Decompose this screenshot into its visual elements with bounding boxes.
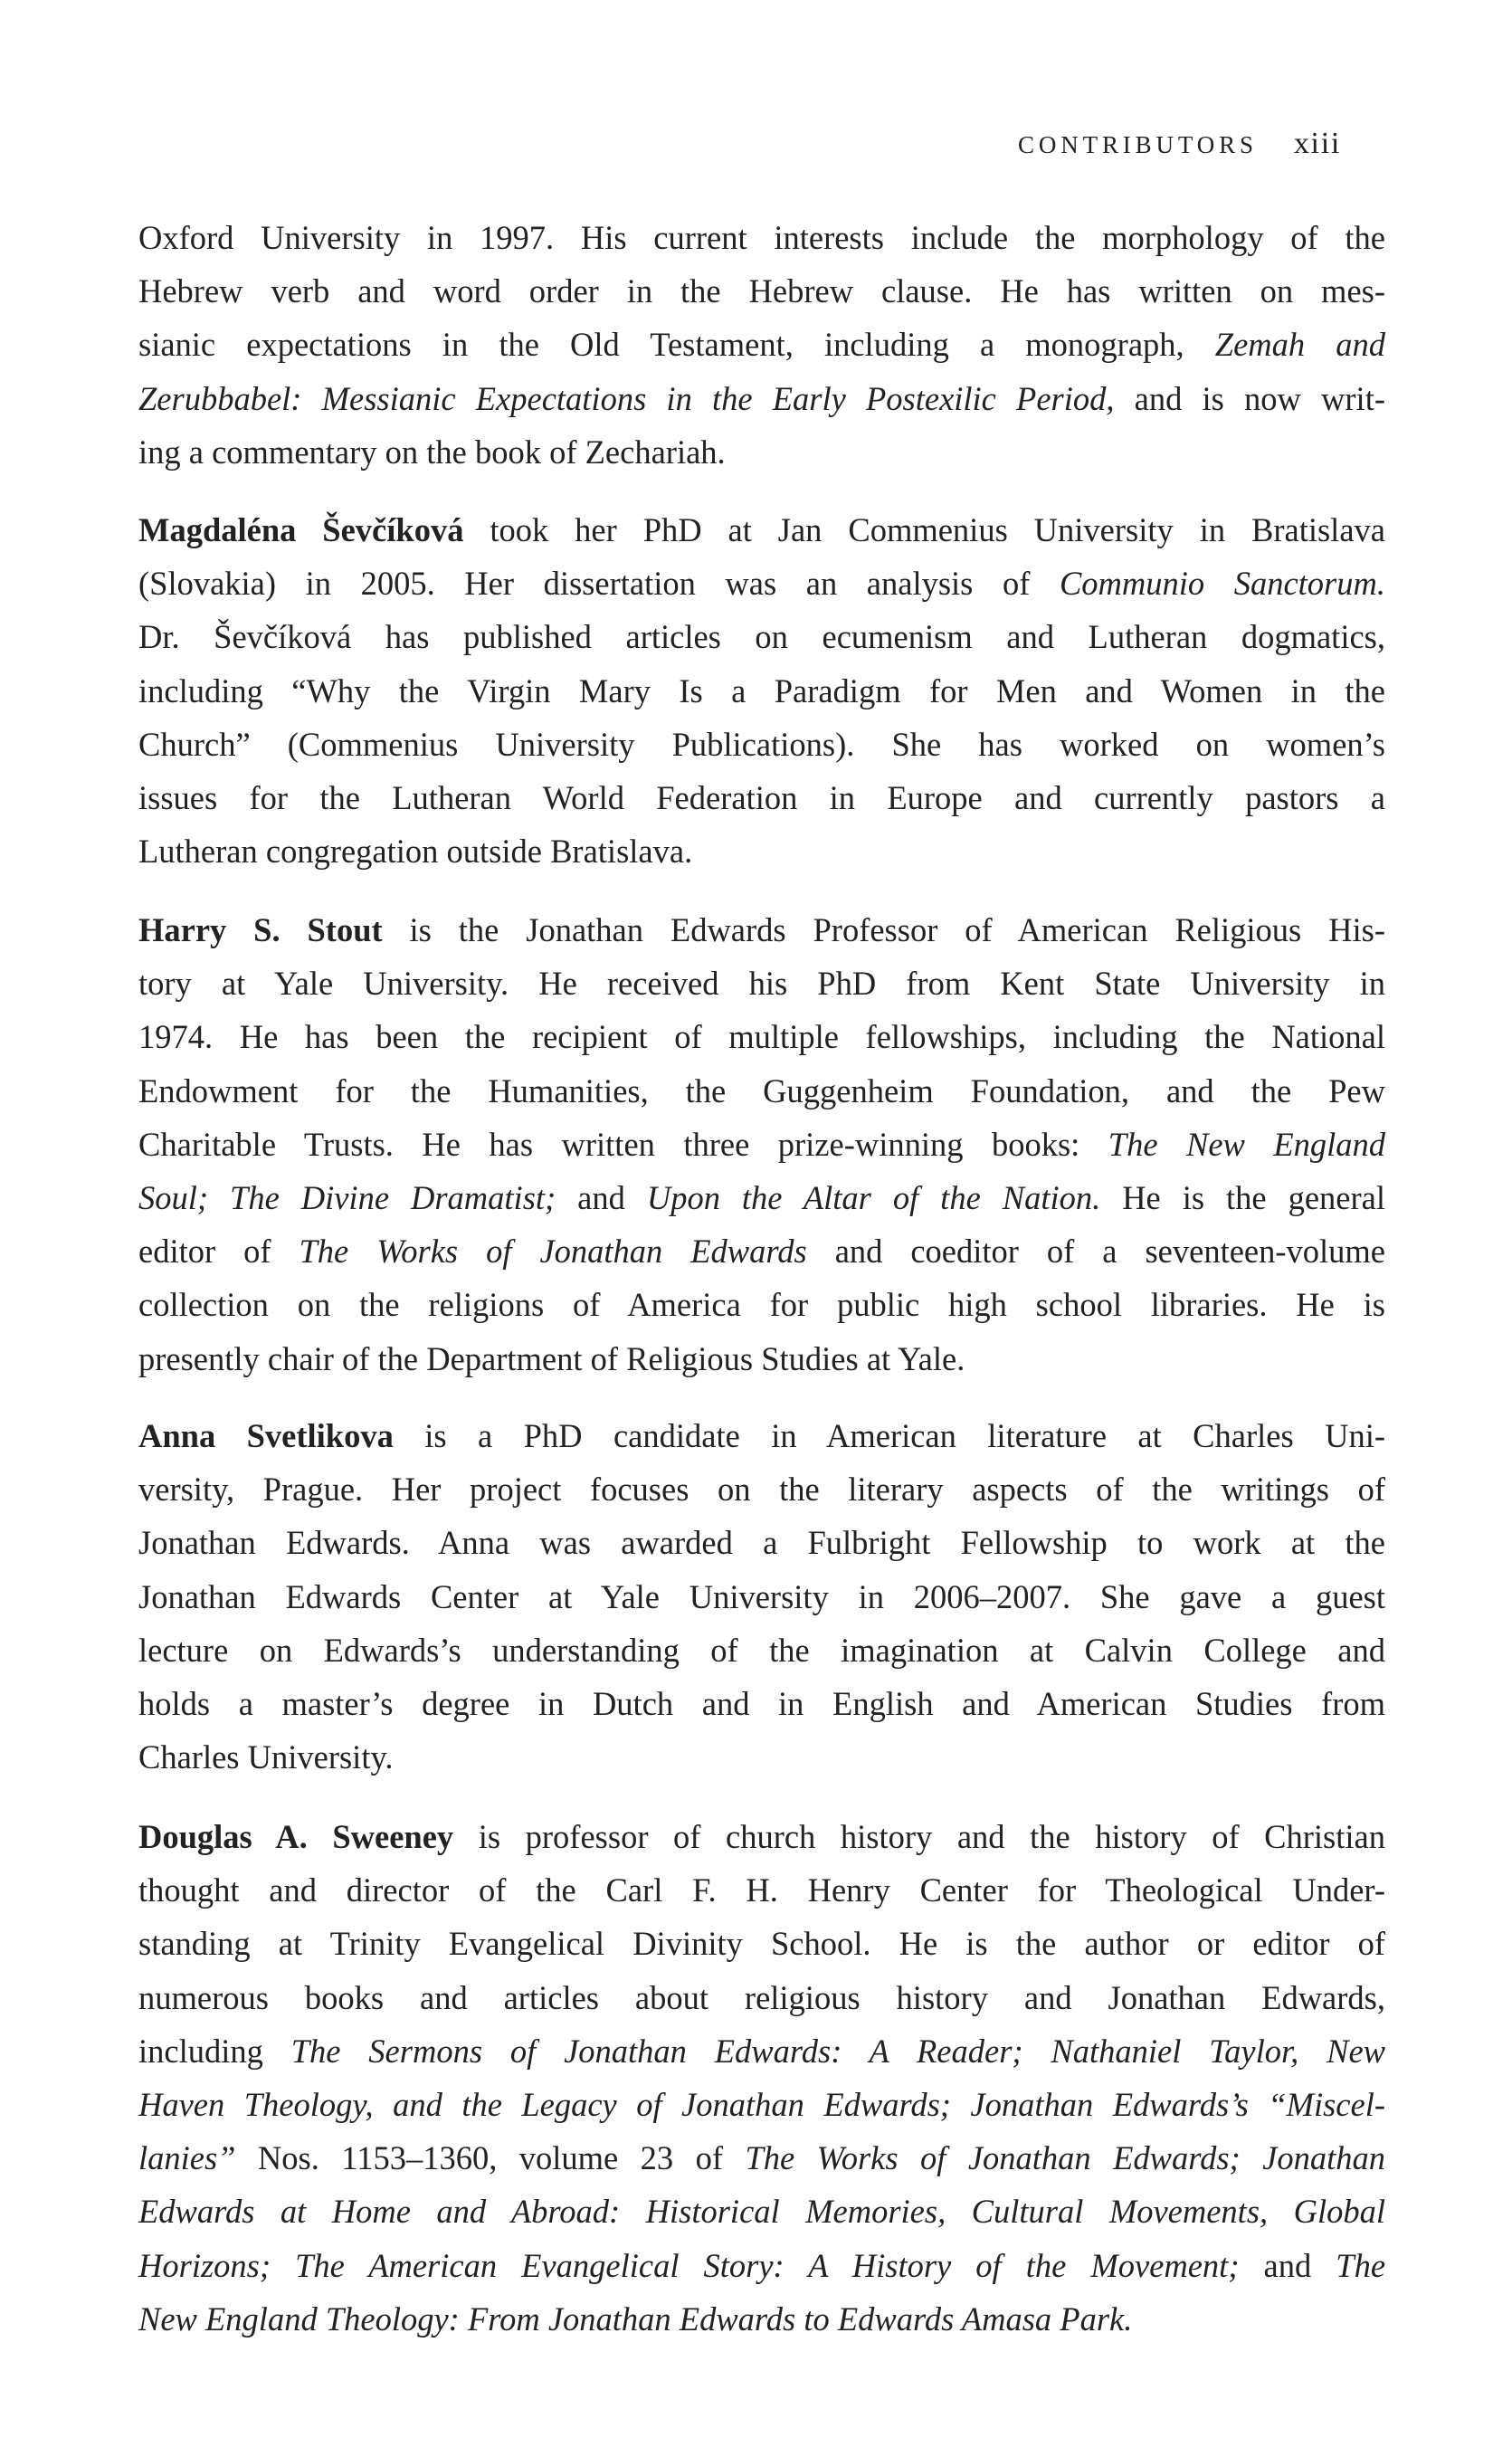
italic-title: Jonathan Edwards’s “Miscel- (970, 2085, 1385, 2123)
text-line (138, 2024, 1385, 2078)
section-title: CONTRIBUTORS (1018, 131, 1258, 158)
text-segment: Nos. 1153–1360, volume 23 of (235, 2139, 746, 2177)
text-line (138, 664, 1385, 718)
italic-title: Zemah and (1214, 326, 1386, 364)
text-segment: is professor of church history and the history of Christian (453, 1818, 1385, 1855)
text-line (138, 1332, 1385, 1385)
text-segment: Jonathan Edwards. Anna was awarded a Fulbright Fellowship to work at the (138, 1524, 1385, 1562)
text-line (138, 1118, 1385, 1171)
text-line (138, 1278, 1385, 1331)
text-line (138, 318, 1385, 371)
italic-title: Jonathan (1262, 2139, 1385, 2177)
italic-title: Soul; (138, 1178, 209, 1216)
contributor-bio-stout (138, 903, 1385, 1385)
text-segment: Hebrew verb and word order in the Hebrew clause. He has written on mes- (138, 272, 1385, 310)
text-segment: ing a commentary on the book of Zechariah. (138, 433, 726, 471)
contributor-name: Anna Svetlikova (138, 1417, 394, 1454)
italic-title: Nathaniel Taylor, New (1051, 2032, 1386, 2070)
contributor-bio-sevcikova (138, 503, 1385, 878)
text-line (138, 903, 1385, 957)
italic-title: Edwards at Home and Abroad: Historical Memories, Cultural Movements, Global (138, 2193, 1385, 2231)
text-line (138, 718, 1385, 771)
text-line (138, 1462, 1385, 1516)
italic-title: lanies” (138, 2139, 236, 2177)
text-segment: Dr. Ševčíková has published articles on ecumenism and Lutheran dogmatics, (138, 618, 1385, 656)
text-line (138, 1730, 1385, 1784)
text-segment (1023, 2033, 1051, 2070)
text-segment: issues for the Lutheran World Federation in Europe and currently pastors a (138, 778, 1385, 816)
text-segment: editor of (138, 1233, 300, 1271)
text-line (138, 2078, 1385, 2131)
text-line (138, 557, 1385, 610)
text-line (138, 1224, 1385, 1278)
contributor-bio-svetlikova (138, 1409, 1385, 1784)
text-line (138, 1570, 1385, 1623)
text-line (138, 503, 1385, 557)
text-segment: 1974. He has been the recipient of multiple fellowships, including the National (138, 1018, 1385, 1056)
italic-title: The (1336, 2246, 1386, 2284)
text-line (138, 1917, 1385, 1970)
italic-title: The American Evangelical Story: A History of the Movement; (295, 2246, 1240, 2284)
text-line (138, 824, 1385, 878)
text-segment: He is the general (1100, 1178, 1385, 1216)
text-line (138, 1863, 1385, 1917)
text-segment: numerous books and articles about religious history and Jonathan Edwards, (138, 1978, 1385, 2016)
text-segment: Charles University. (138, 1738, 394, 1776)
text-segment (208, 1179, 230, 1216)
italic-title: Horizons; (138, 2246, 271, 2284)
text-segment: Lutheran congregation outside Bratislava. (138, 833, 693, 871)
text-line (138, 372, 1385, 425)
text-line (138, 1010, 1385, 1063)
text-line (138, 425, 1385, 479)
text-line (138, 1623, 1385, 1677)
contributor-name: Harry S. Stout (138, 911, 383, 948)
text-segment: Church” (Commenius University Publications). She has worked on women’s (138, 725, 1385, 763)
contributor-name: Douglas A. Sweeney (138, 1818, 454, 1855)
text-segment: holds a master’s degree in Dutch and in English and American Studies from (138, 1684, 1385, 1722)
text-line (138, 1409, 1385, 1462)
text-line (138, 1516, 1385, 1569)
text-segment: took her PhD at Jan Commenius University in Bratislava (463, 511, 1385, 548)
text-segment: and is now writ- (1114, 379, 1385, 417)
text-segment: is a PhD candidate in American literature at Charles Uni- (393, 1417, 1385, 1454)
text-segment (271, 2247, 295, 2284)
italic-title: Haven Theology, and the Legacy of Jonathan Edwards; (138, 2085, 951, 2123)
italic-title: Zerubbabel: Messianic Expectations in the Early Postexilic Period, (138, 379, 1115, 417)
text-line (138, 2292, 1385, 2346)
text-segment: Jonathan Edwards Center at Yale University in 2006–2007. She gave a guest (138, 1577, 1385, 1615)
text-segment: Charitable Trusts. He has written three prize-winning books: (138, 1125, 1108, 1163)
text-segment: Endowment for the Humanities, the Guggenheim Foundation, and the Pew (138, 1071, 1385, 1109)
contributor-bio-sweeney (138, 1810, 1385, 2346)
italic-title: New England Theology: From Jonathan Edwards to Edwards Amasa Park. (138, 2299, 1133, 2338)
text-line (138, 2131, 1385, 2185)
text-line (138, 1171, 1385, 1224)
italic-title: The Works of Jonathan Edwards; (745, 2139, 1241, 2177)
text-segment: tory at Yale University. He received his PhD from Kent State University in (138, 965, 1385, 1003)
page-number: xiii (1293, 127, 1341, 160)
text-segment: Oxford University in 1997. His current interests include the morphology of the (138, 219, 1385, 256)
text-segment: is the Jonathan Edwards Professor of American Religious His- (382, 911, 1385, 948)
text-segment (1241, 2139, 1262, 2176)
text-line (138, 1810, 1385, 1863)
italic-title: The Works of Jonathan Edwards (299, 1233, 807, 1271)
text-line (138, 2239, 1385, 2292)
contributor-name: Magdaléna Ševčíková (138, 511, 464, 548)
italic-title: The New England (1108, 1125, 1386, 1163)
text-line (138, 1971, 1385, 2024)
contributor-bio-continued (138, 211, 1385, 479)
text-line (138, 771, 1385, 824)
text-line (138, 1677, 1385, 1730)
text-segment: collection on the religions of America for public high school libraries. He is (138, 1286, 1385, 1324)
text-segment: and coeditor of a seventeen-volume (806, 1233, 1385, 1271)
text-segment: including (138, 2032, 291, 2070)
text-line (138, 2185, 1385, 2238)
text-line (138, 1064, 1385, 1118)
text-segment: presently chair of the Department of Religious Studies at Yale. (138, 1339, 965, 1377)
text-line (138, 211, 1385, 264)
running-head (1018, 127, 1341, 161)
text-segment: versity, Prague. Her project focuses on the literary aspects of the writings of (138, 1471, 1385, 1509)
text-segment: thought and director of the Carl F. H. Henry Center for Theological Under- (138, 1871, 1385, 1909)
italic-title: The Sermons of Jonathan Edwards: A Reader; (290, 2032, 1023, 2070)
text-segment: (Slovakia) in 2005. Her dissertation was an analysis of (138, 565, 1060, 603)
text-line (138, 610, 1385, 663)
text-segment: and (556, 1178, 647, 1216)
italic-title: The Divine Dramatist; (230, 1178, 556, 1216)
text-segment (951, 2086, 970, 2123)
italic-title: Upon the Altar of the Nation. (646, 1178, 1101, 1216)
text-segment: sianic expectations in the Old Testament, including a monograph, (138, 326, 1215, 364)
text-segment: and (1239, 2246, 1336, 2284)
text-segment: standing at Trinity Evangelical Divinity School. He is the author or editor of (138, 1925, 1385, 1963)
text-segment: lecture on Edwards’s understanding of the imagination at Calvin College and (138, 1631, 1385, 1669)
text-segment: including “Why the Virgin Mary Is a Paradigm for Men and Women in the (138, 671, 1385, 709)
text-line (138, 957, 1385, 1010)
italic-title: Communio Sanctorum. (1059, 565, 1385, 603)
text-line (138, 264, 1385, 318)
